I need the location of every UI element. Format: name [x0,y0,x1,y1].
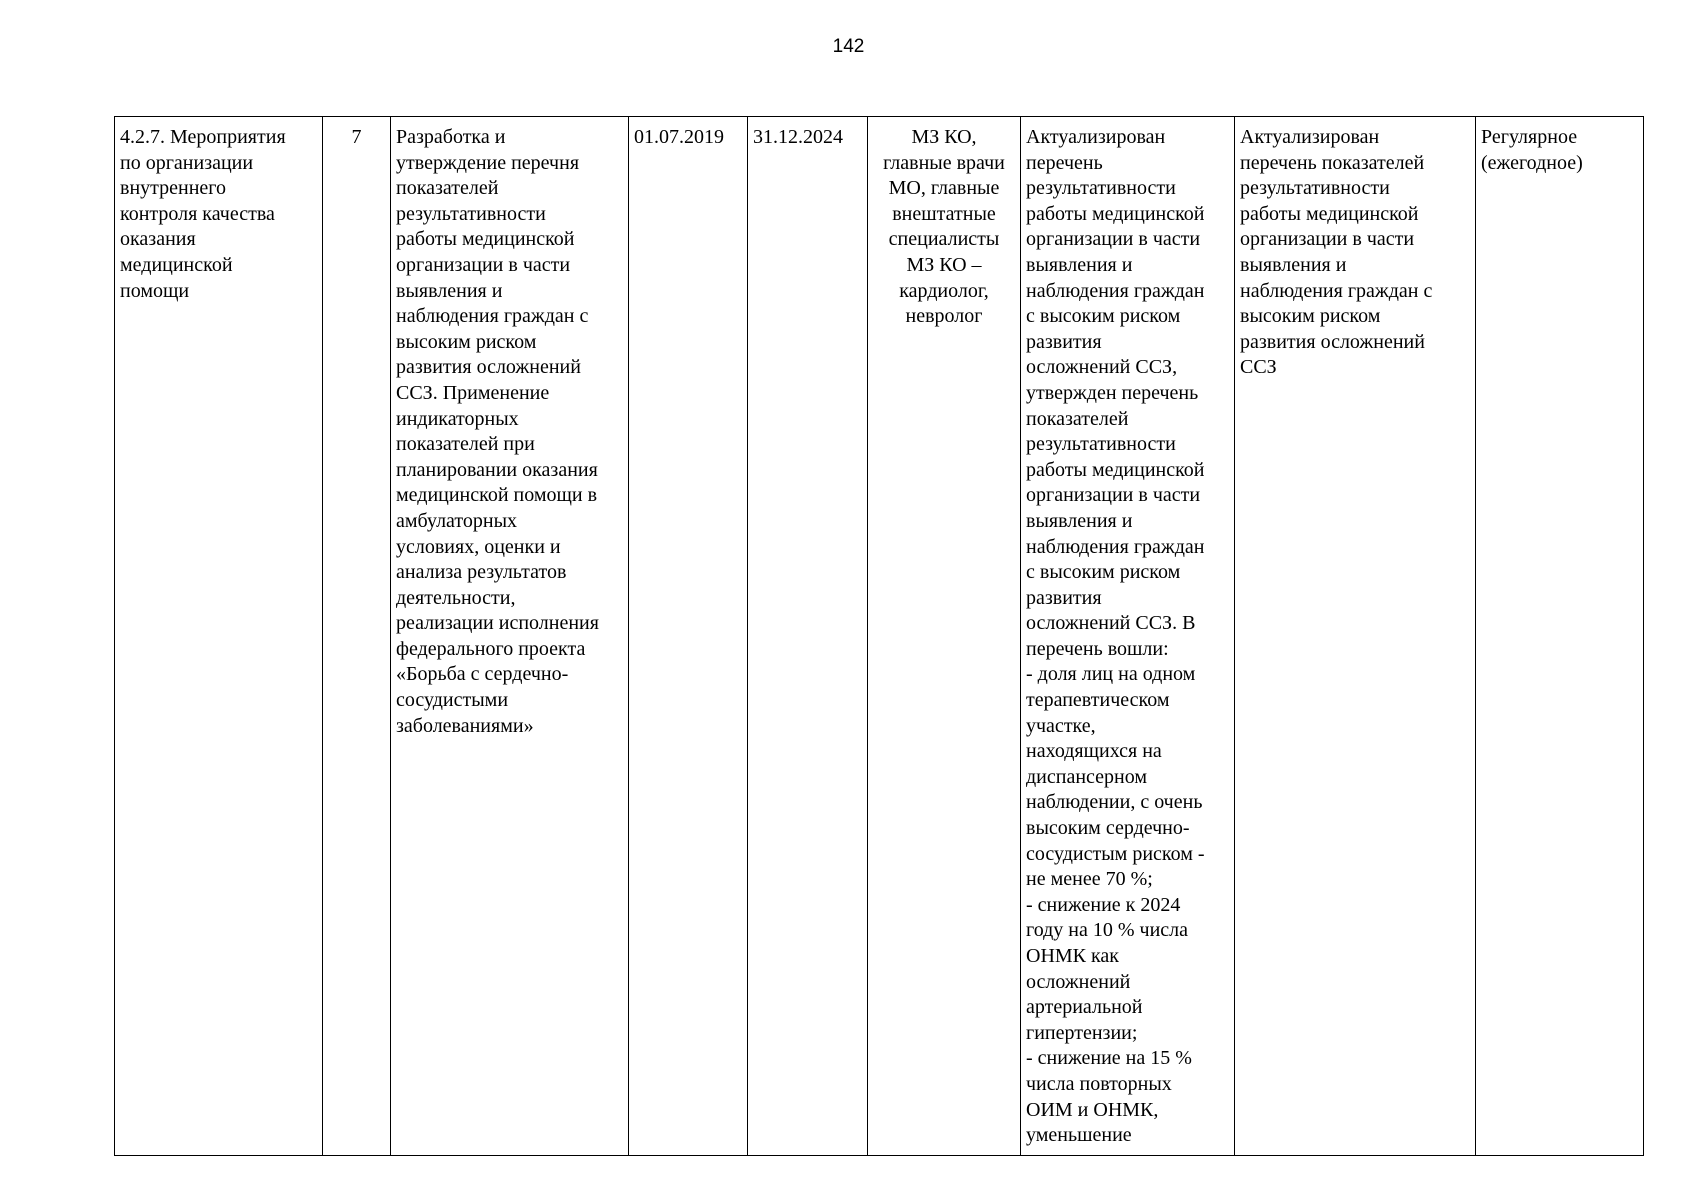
text-line: выявления и [396,279,503,302]
text-line: высоким сердечно- [1026,817,1190,840]
text-line: высоким риском [1240,305,1381,328]
text-line: утвержден перечень [1026,381,1199,404]
text-line: наблюдения граждан с [396,305,589,328]
text-line: организации в части [1026,484,1201,507]
measure-cell [115,117,323,1156]
text-line: работы медицинской [1026,202,1205,225]
text-line: находящихся на [1026,740,1162,763]
frequency-cell [1476,117,1644,1156]
text-line: 4.2.7. Мероприятия [120,126,286,148]
text-line: развития осложнений [1240,330,1425,353]
text-line: медицинской [120,253,233,276]
text-line: реализации исполнения [396,612,599,635]
text-line: работы медицинской [1240,202,1419,225]
text-line: развития [1026,330,1102,353]
text-line: организации в части [1240,228,1415,251]
measures-table [114,116,1644,1156]
text-line: осложнений ССЗ, [1026,356,1178,379]
text-line: наблюдения граждан с [1240,279,1433,302]
text-line: помощи [120,279,190,302]
result-cell [1021,117,1235,1156]
number-cell: 7 [323,117,391,1156]
text-line: наблюдении, с очень [1026,791,1203,814]
text-line: перечень вошли: [1026,637,1169,660]
text-line: МЗ КО, [911,126,977,148]
text-line: анализа результатов [396,561,567,584]
text-line: наблюдения граждан [1026,279,1205,302]
text-line: условиях, оценки и [396,535,561,558]
text-line: индикаторных [396,407,519,430]
text-line: перечень [1026,151,1103,174]
text-line: организации в части [1026,228,1201,251]
text-line: Актуализирован [1026,126,1166,148]
text-line: планировании оказания [396,458,598,481]
text-line: выявления и [1026,509,1133,532]
text-line: оказания [120,228,196,251]
text-line: организации в части [396,253,571,276]
text-line: сосудистыми [396,689,509,712]
text-line: терапевтическом [1026,689,1170,712]
text-line: внутреннего [120,177,226,200]
text-line: ССЗ [1240,356,1277,379]
text-line: специалисты [888,228,1000,251]
text-line: участке, [1026,714,1096,737]
text-line: не менее 70 %; [1026,868,1153,891]
text-line: показателей [1026,407,1129,430]
start-date-cell: 01.07.2019 [629,117,748,1156]
text-line: осложнений ССЗ. В [1026,612,1196,635]
text-line: результативности [1026,177,1176,200]
text-line: федерального проекта [396,637,586,660]
measure-text [120,125,317,304]
text-line: ССЗ. Применение [396,381,550,404]
text-line: по организации [120,151,254,174]
text-line: деятельности, [396,586,516,609]
description-cell [391,117,629,1156]
text-line: показателей при [396,433,535,456]
text-line: гипертензии; [1026,1021,1138,1044]
text-line: перечень показателей [1240,151,1425,174]
text-line: Регулярное [1481,126,1578,148]
text-line: результативности [396,202,546,225]
text-line: главные врачи [883,151,1005,174]
text-line: Разработка и [396,126,506,148]
text-line: году на 10 % числа [1026,919,1189,942]
text-line: результативности [1240,177,1390,200]
text-line: наблюдения граждан [1026,535,1205,558]
text-line: МО, главные [888,177,1000,200]
text-line: показателей [396,177,499,200]
text-line: диспансерном [1026,765,1148,788]
text-line: выявления и [1240,253,1347,276]
text-line: уменьшение [1026,1124,1132,1147]
text-line: - доля лиц на одном [1026,663,1196,686]
text-line: кардиолог, [899,279,989,302]
indicator-cell [1235,117,1476,1156]
frequency-text [1481,125,1638,176]
page-number: 142 [832,36,865,57]
result-text [1026,125,1229,1149]
text-line: осложнений [1026,970,1131,993]
table-row [115,117,1644,1156]
text-line: ОНМК как [1026,945,1120,967]
text-line: развития [1026,586,1102,609]
text-line: амбулаторных [396,509,518,532]
text-line: невролог [905,305,983,328]
text-line: высоким риском [396,330,537,353]
text-line: развития осложнений [396,356,581,379]
text-line: Актуализирован [1240,126,1380,148]
text-line: числа повторных [1026,1072,1172,1095]
text-line: с высоким риском [1026,561,1181,584]
text-line: выявления и [1026,253,1133,276]
text-line: работы медицинской [396,228,575,251]
text-line: внештатные [892,202,996,225]
text-line: медицинской помощи в [396,484,598,507]
text-line: МЗ КО – [906,253,982,276]
text-line: сосудистым риском - [1026,842,1205,865]
indicator-text [1240,125,1470,381]
responsible-text [873,125,1015,330]
responsible-cell [868,117,1021,1156]
text-line: (ежегодное) [1481,151,1583,174]
text-line: «Борьба с сердечно- [396,663,569,686]
text-line: артериальной [1026,996,1143,1019]
text-line: контроля качества [120,202,275,225]
text-line: заболеваниями» [396,714,534,737]
description-text [396,125,623,739]
text-line: - снижение на 15 % [1026,1047,1192,1070]
text-line: - снижение к 2024 [1026,893,1181,916]
text-line: результативности [1026,433,1176,456]
text-line: ОИМ и ОНМК, [1026,1098,1159,1121]
end-date-cell: 31.12.2024 [748,117,868,1156]
text-line: работы медицинской [1026,458,1205,481]
text-line: с высоким риском [1026,305,1181,328]
text-line: утверждение перечня [396,151,580,174]
